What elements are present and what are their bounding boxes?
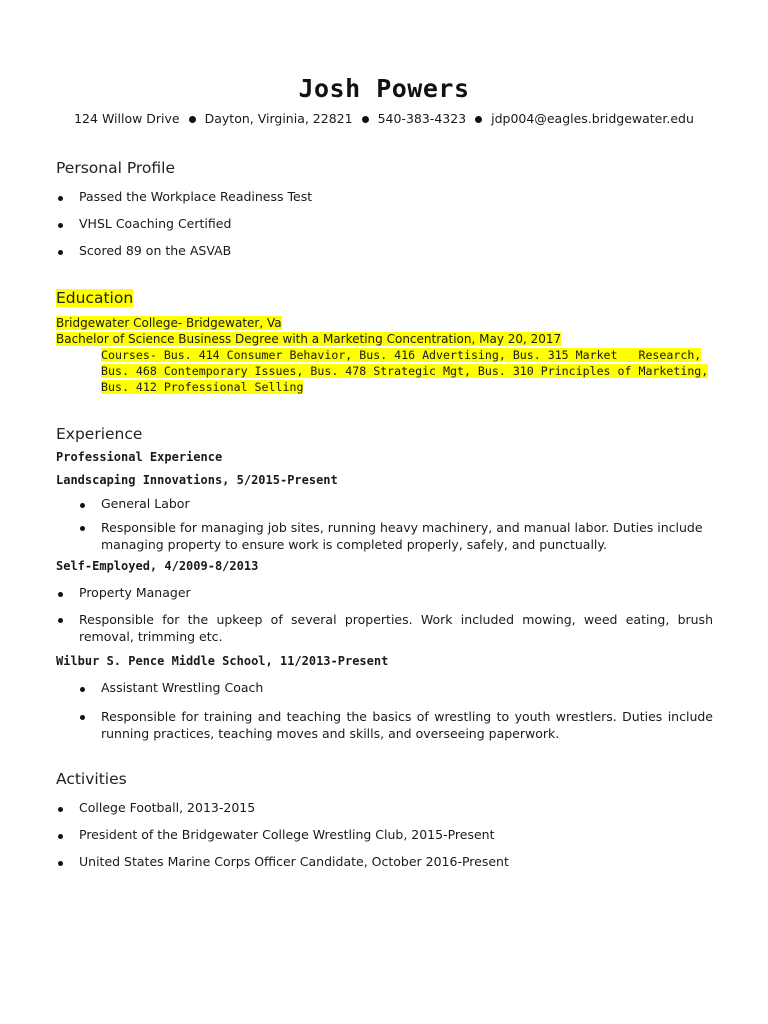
bullet-separator-icon: [475, 116, 482, 123]
bullet-icon: [80, 715, 85, 720]
list-item-text: General Labor: [101, 496, 190, 511]
phone: 540-383-4323: [377, 111, 467, 126]
education-courses: [101, 379, 303, 395]
list-item-text: Responsible for the upkeep of several properties. Work included mowing, weed eating, brush removal, trimming etc.: [79, 612, 713, 644]
resume-name: Josh Powers: [298, 74, 470, 103]
list-item-text: Property Manager: [79, 585, 191, 600]
list-item-text: Responsible for managing job sites, running heavy machinery, and manual labor. Duties include managing property to ensure work is completed properly, safely, and punctually.: [101, 520, 703, 552]
list-item-text: United States Marine Corps Officer Candidate, October 2016-Present: [79, 854, 509, 869]
list-item-text: Assistant Wrestling Coach: [101, 680, 264, 695]
bullet-icon: [58, 834, 63, 839]
bullet-icon: [58, 196, 63, 201]
activities-heading: Activities: [56, 770, 127, 788]
education-courses: [101, 363, 708, 379]
bullet-icon: [58, 807, 63, 812]
education-degree: [56, 331, 561, 347]
courses-line: Bus. 468 Contemporary Issues, Bus. 478 Strategic Mgt, Bus. 310 Principles of Marketing,: [101, 364, 709, 378]
job-title: Landscaping Innovations, 5/2015-Present: [56, 473, 338, 487]
city: Dayton, Virginia, 22821: [204, 111, 353, 126]
bullet-icon: [58, 861, 63, 866]
education-heading-text: Education: [56, 289, 134, 307]
experience-subheading: Professional Experience: [56, 450, 223, 464]
list-item-text: VHSL Coaching Certified: [79, 216, 232, 231]
bullet-icon: [58, 618, 63, 623]
list-item-text: College Football, 2013-2015: [79, 800, 256, 815]
bullet-icon: [58, 223, 63, 228]
contact-line: [0, 111, 768, 126]
experience-heading: Experience: [56, 425, 143, 443]
degree-text: Bachelor of Science Business Degree with a Marketing Concentration, May 20, 2017: [56, 332, 562, 346]
job-title: Wilbur S. Pence Middle School, 11/2013-Present: [56, 654, 389, 668]
list-item-text: Responsible for training and teaching the basics of wrestling to youth wrestlers. Duties include running practices, teaching moves and skills, and overseeing paperwork.: [101, 709, 713, 741]
courses-line: Courses- Bus. 414 Consumer Behavior, Bus. 416 Advertising, Bus. 315 Market Research,: [101, 348, 702, 362]
bullet-icon: [80, 503, 85, 508]
bullet-separator-icon: [362, 116, 369, 123]
bullet-icon: [80, 687, 85, 692]
school-text: Bridgewater College- Bridgewater, Va: [56, 316, 282, 330]
list-item-text: President of the Bridgewater College Wrestling Club, 2015-Present: [79, 827, 495, 842]
bullet-separator-icon: [189, 116, 196, 123]
profile-heading: Personal Profile: [56, 159, 176, 177]
bullet-icon: [80, 526, 85, 531]
education-school: [56, 315, 282, 331]
list-item-text: Passed the Workplace Readiness Test: [79, 189, 313, 204]
education-heading: [56, 289, 133, 307]
email: jdp004@eagles.bridgewater.edu: [491, 111, 694, 126]
bullet-icon: [58, 592, 63, 597]
education-courses: [101, 347, 701, 363]
courses-line: Bus. 412 Professional Selling: [101, 380, 304, 394]
list-item-text: Scored 89 on the ASVAB: [79, 243, 232, 258]
job-title: Self-Employed, 4/2009-8/2013: [56, 559, 259, 573]
bullet-icon: [58, 250, 63, 255]
address: 124 Willow Drive: [74, 111, 180, 126]
